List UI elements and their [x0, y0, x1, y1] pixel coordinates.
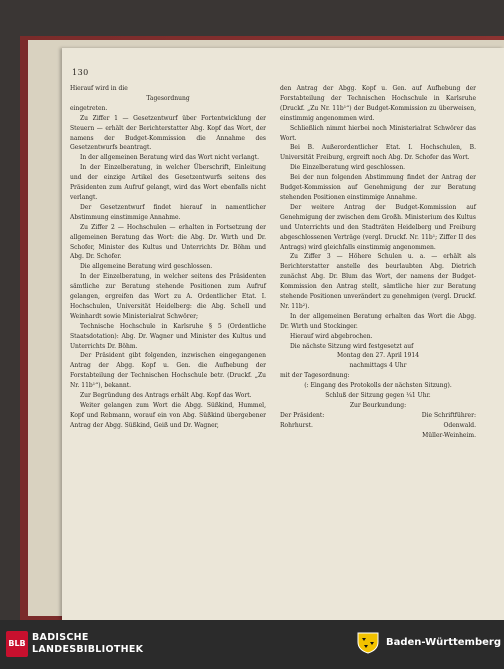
state-label[interactable]: Baden-Württemberg	[386, 637, 502, 648]
paragraph: Die allgemeine Beratung wird geschlossen.	[80, 263, 213, 271]
paragraph: Der weitere Antrag der Budget-Kommission auf Genehmigung der zwischen dem Großh. Ministerium des Kultus und Unterrichts und den Stadträten Heidelberg und Freiburg abgeschlossenen Verträge (vergl. Druckf. Nr. 11b¹; Ziffer II des Antrags) wird gleichfalls einstimmig angenommen.	[280, 203, 476, 251]
paragraph: (: Eingang des Protokolls der nächsten Sitzung).	[304, 382, 452, 390]
paragraph: mit der Tagesordnung:	[280, 372, 350, 380]
paragraph: Hierauf wird in die	[70, 85, 128, 92]
paragraph: Hierauf wird abgebrochen.	[290, 332, 373, 340]
paragraph: Zur Beurkundung:	[349, 402, 407, 409]
secretaries-title: Die Schriftführer:	[421, 411, 476, 419]
paragraph: Montag den 27. April 1914	[336, 352, 420, 360]
secretary-name-1: Odenwald.	[443, 421, 476, 429]
paragraph: Bei B. Außerordentlicher Etat. I. Hochschulen, B. Universität Freiburg, ergreift noch Abg. Dr. Schofer das Wort.	[280, 144, 476, 162]
blb-logo-icon[interactable]: BLB	[6, 631, 28, 657]
left-column	[70, 84, 266, 431]
library-name[interactable]	[32, 632, 143, 656]
paragraph: Zu Ziffer 3 — Höhere Schulen u. a. — erhält als Berichterstatter anstelle des beurlaubten Abg. Dietrich zunächst Abg. Dr. Blum das Wort, der namens der Budget-Kommission den Antrag stellt, sämtliche hier zur Beratung stehende Positionen unverändert zu genehmigen (vergl. Druckf. Nr. 11b²).	[280, 253, 476, 310]
signature-titles	[280, 411, 476, 421]
president-title: Der Präsident:	[280, 411, 325, 419]
president-name: Rohrhurst.	[280, 421, 313, 429]
coat-of-arms-icon	[356, 632, 380, 654]
page-number: 130	[72, 68, 89, 77]
paragraph: Tagesordnung	[146, 94, 190, 102]
paragraph: Die Einzelberatung wird geschlossen.	[290, 164, 406, 172]
paragraph: Die nächste Sitzung wird festgesetzt auf	[290, 342, 414, 350]
paragraph: eingetreten.	[70, 104, 108, 112]
secretary-name-2: Müller-Weinheim.	[422, 431, 476, 439]
paragraph: Weiter gelangen zum Wort die Abgg. Süßkind, Hummel, Kopf und Rebmann, worauf ein von Abg. Süßkind übergebener Antrag der Abgg. Süßkind, Geiß und Dr. Wagner,	[70, 402, 266, 429]
signature-names	[280, 421, 476, 431]
paragraph: den Antrag der Abgg. Kopf u. Gen. auf Aufhebung der Forstabteilung der Technischen Hochschule in Karlsruhe (Druckf. „Zu Nr. 11b¹“) der Budget-Kommission zu überweisen, einstimmig angenommen wird.	[280, 85, 476, 122]
library-name-line1: BADISCHE	[32, 632, 89, 643]
right-paragraphs	[280, 84, 476, 411]
paragraph: Zu Ziffer 1 — Gesetzentwurf über Fortentwicklung der Steuern — erhält der Berichterstatter Abg. Kopf das Wort, der namens der Budget-Kommission die Annahme des Gesetzentwurfs beantragt.	[70, 114, 266, 152]
paragraph: Zu Ziffer 2 — Hochschulen — erhalten in Fortsetzung der allgemeinen Beratung das Wort: die Abg. Dr. Wirth und Dr. Schofer, Minister des Kultus und Unterrichts Dr. Böhm und Abg. Dr. Schofer.	[70, 223, 266, 261]
document-page	[62, 48, 504, 620]
paragraph: Technische Hochschule in Karlsruhe § 5 (Ordentliche Staatsdotation): Abg. Dr. Wagner und Minister des Kultus und Unterrichts Dr. Böhm.	[70, 322, 266, 350]
paragraph: Der Präsident gibt folgenden, inzwischen eingegangenen Antrag der Abgg. Kopf u. Gen. die Aufhebung der Forstabteilung der Technischen Hochschule betr. (Druckf. „Zu Nr. 11b¹“), bekannt.	[70, 352, 266, 390]
paragraph: Bei der nun folgenden Abstimmung findet der Antrag der Budget-Kommission auf Genehmigung der zur Beratung stehenden Positionen einstimmige Annahme.	[280, 174, 476, 201]
library-name-line2: LANDESBIBLIOTHEK	[32, 644, 144, 655]
right-column	[280, 84, 476, 441]
paragraph: Schluß der Sitzung gegen ¼1 Uhr.	[325, 392, 431, 400]
paragraph: In der Einzelberatung, in welcher Überschrift, Einleitung und der einzige Artikel des Gesetzentwurfs seitens des Präsidenten zum Aufruf gelangt, wird das Wort ebenfalls nicht verlangt.	[70, 164, 266, 201]
paragraph: In der allgemeinen Beratung erhalten das Wort die Abgg. Dr. Wirth und Stockinger.	[280, 312, 476, 330]
paragraph: In der allgemeinen Beratung wird das Wort nicht verlangt.	[80, 154, 260, 162]
paragraph: Der Gesetzentwurf findet hierauf in namentlicher Abstimmung einstimmige Annahme.	[70, 203, 266, 221]
paragraph: Schließlich nimmt hierbei noch Ministerialrat Schwörer das Wort.	[280, 124, 476, 142]
paragraph: nachmittags 4 Uhr	[349, 362, 407, 370]
paragraph: In der Einzelberatung, in welcher seitens des Präsidenten sämtliche zur Beratung stehende Positionen zum Aufruf gelangen, ergreifen das Wort zu A. Ordentlicher Etat. I. Hochschulen, Universität Heidelberg: die Abg. Schell und Weinhardt sowie Ministerialrat Schwörer;	[70, 273, 266, 320]
paragraph: Zur Begründung des Antrags erhält Abg. Kopf das Wort.	[80, 392, 252, 400]
signature-names-2	[280, 431, 476, 441]
